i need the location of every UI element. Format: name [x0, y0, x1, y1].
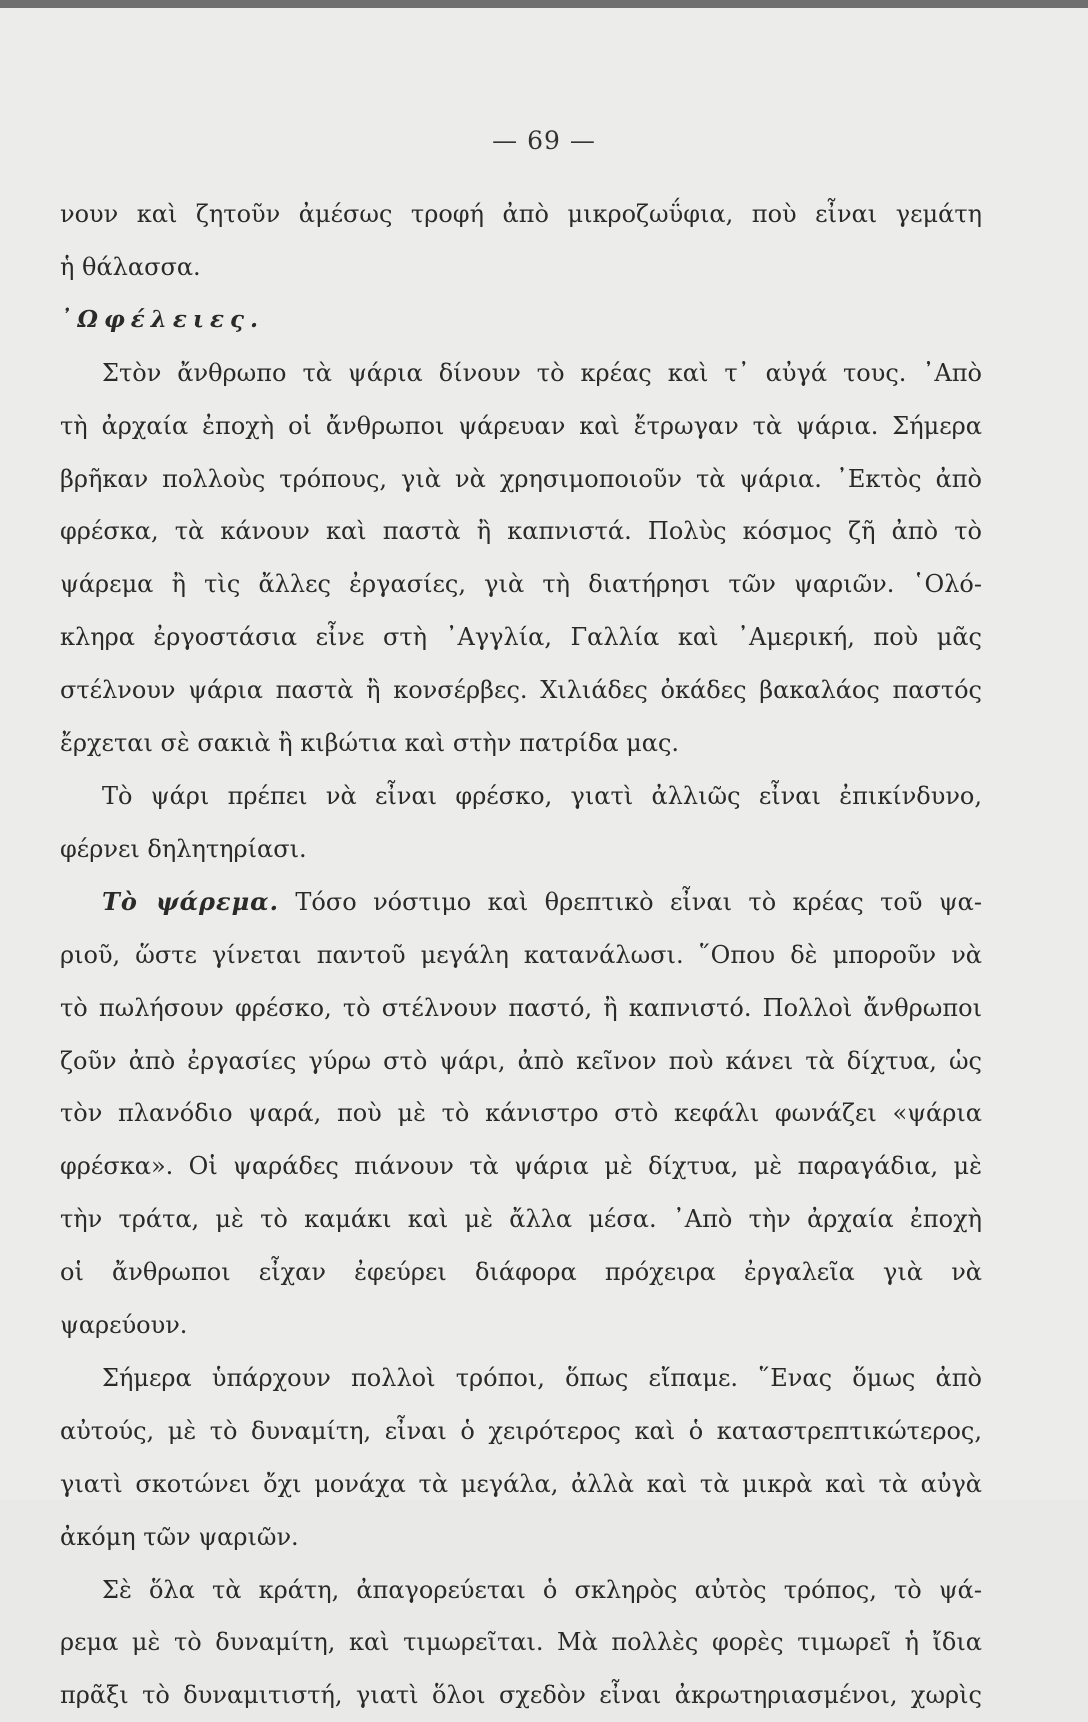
text-line: αὐτούς, μὲ τὸ δυναμίτη, εἶναι ὁ χειρότερος καὶ ὁ καταστρεπτικώτερος, [60, 1416, 982, 1445]
subsection-lead: Τὸ ψάρεμα. [102, 886, 279, 916]
text-line: φέρνει δηλητηρίασι. [60, 834, 307, 863]
text-line: στέλνουν ψάρια παστὰ ἢ κονσέρβες. Χιλιάδες ὀκάδες βακαλάος παστός [60, 676, 982, 705]
body-text [60, 188, 982, 1722]
text-line: Τὸ ψάρι πρέπει νὰ εἶναι φρέσκο, γιατὶ ἀλλιῶς εἶναι ἐπικίνδυνο, [102, 781, 982, 810]
page-number: — 69 — [492, 126, 596, 155]
scan-top-edge [0, 0, 1088, 8]
text-line: ψάρεμα ἢ τὶς ἄλλες ἐργασίες, γιὰ τὴ διατήρησι τῶν ψαριῶν. ῾Ολό- [60, 570, 982, 599]
text-line: τὴν τράτα, μὲ τὸ καμάκι καὶ μὲ ἄλλα μέσα. ᾿Απὸ τὴν ἀρχαία ἐποχὴ [60, 1205, 982, 1234]
text-line: ζοῦν ἀπὸ ἐργασίες γύρω στὸ ψάρι, ἀπὸ κεῖνον ποὺ κάνει τὰ δίχτυα, ὡς [60, 1046, 982, 1075]
text-line: νουν καὶ ζητοῦν ἀμέσως τροφή ἀπὸ μικροζωΰφια, ποὺ εἶναι γεμάτη [60, 200, 982, 228]
section-heading: ᾿Ωφέλειες. [60, 305, 264, 333]
text-line: τὸν πλανόδιο ψαρά, ποὺ μὲ τὸ κάνιστρο στὸ κεφάλι φωνάζει «ψάρια [60, 1099, 982, 1128]
text-line: Σήμερα ὑπάρχουν πολλοὶ τρόποι, ὅπως εἴπαμε. ῞Ενας ὅμως ἀπὸ [102, 1363, 982, 1392]
subsection-paragraph-start [60, 876, 982, 929]
text-line: ἀκόμη τῶν ψαριῶν. [60, 1522, 299, 1551]
text-line: τὴ ἀρχαία ἐποχὴ οἱ ἄνθρωποι ψάρευαν καὶ ἔτρωγαν τὰ ψάρια. Σήμερα [60, 411, 982, 440]
text-line: γιατὶ σκοτώνει ὄχι μονάχα τὰ μεγάλα, ἀλλὰ καὶ τὰ μικρὰ καὶ τὰ αὐγὰ [60, 1469, 982, 1498]
text-line: φρέσκα, τὰ κάνουν καὶ παστὰ ἢ καπνιστά. Πολὺς κόσμος ζῆ ἀπὸ τὸ [60, 517, 982, 546]
text-line: ριοῦ, ὥστε γίνεται παντοῦ μεγάλη κατανάλωσι. ῞Οπου δὲ μποροῦν νὰ [60, 940, 982, 969]
text-line: βρῆκαν πολλοὺς τρόπους, γιὰ νὰ χρησιμοποιοῦν τὰ ψάρια. ᾿Εκτὸς ἀπὸ [60, 464, 982, 493]
text-line: ἔρχεται σὲ σακιὰ ἢ κιβώτια καὶ στὴν πατρίδα μας. [60, 729, 680, 758]
text-line: Στὸν ἄνθρωπο τὰ ψάρια δίνουν τὸ κρέας καὶ τ᾿ αὐγά τους. ᾿Απὸ [102, 358, 982, 387]
text-line: πρᾶξι τὸ δυναμιτιστή, γιατὶ ὅλοι σχεδὸν εἶναι ἀκρωτηριασμένοι, χωρὶς [60, 1681, 982, 1710]
text-line: ψαρεύουν. [60, 1311, 188, 1340]
text-line: κληρα ἐργοστάσια εἶνε στὴ ᾿Αγγλία, Γαλλία καὶ ᾿Αμερική, ποὺ μᾶς [60, 623, 982, 652]
text-line: τὸ πωλήσουν φρέσκο, τὸ στέλνουν παστό, ἢ καπνιστό. Πολλοὶ ἄνθρωποι [60, 993, 982, 1022]
text-line: οἱ ἄνθρωποι εἶχαν ἐφεύρει διάφορα πρόχειρα ἐργαλεῖα γιὰ νὰ [60, 1258, 982, 1287]
text-line: ἡ θάλασσα. [60, 252, 201, 281]
text-line: Σὲ ὅλα τὰ κράτη, ἀπαγορεύεται ὁ σκληρὸς αὐτὸς τρόπος, τὸ ψά- [102, 1575, 982, 1604]
text-line: φρέσκα». Οἱ ψαράδες πιάνουν τὰ ψάρια μὲ δίχτυα, μὲ παραγάδια, μὲ [60, 1152, 982, 1181]
book-page [0, 8, 1088, 1710]
subsection-lead-rest: Τόσο νόστιμο καὶ θρεπτικὸ εἶναι τὸ κρέας τοῦ ψα- [279, 887, 982, 916]
text-line: ρεμα μὲ τὸ δυναμίτη, καὶ τιμωρεῖται. Μὰ πολλὲς φορὲς τιμωρεῖ ἡ ἴδια [60, 1628, 982, 1657]
